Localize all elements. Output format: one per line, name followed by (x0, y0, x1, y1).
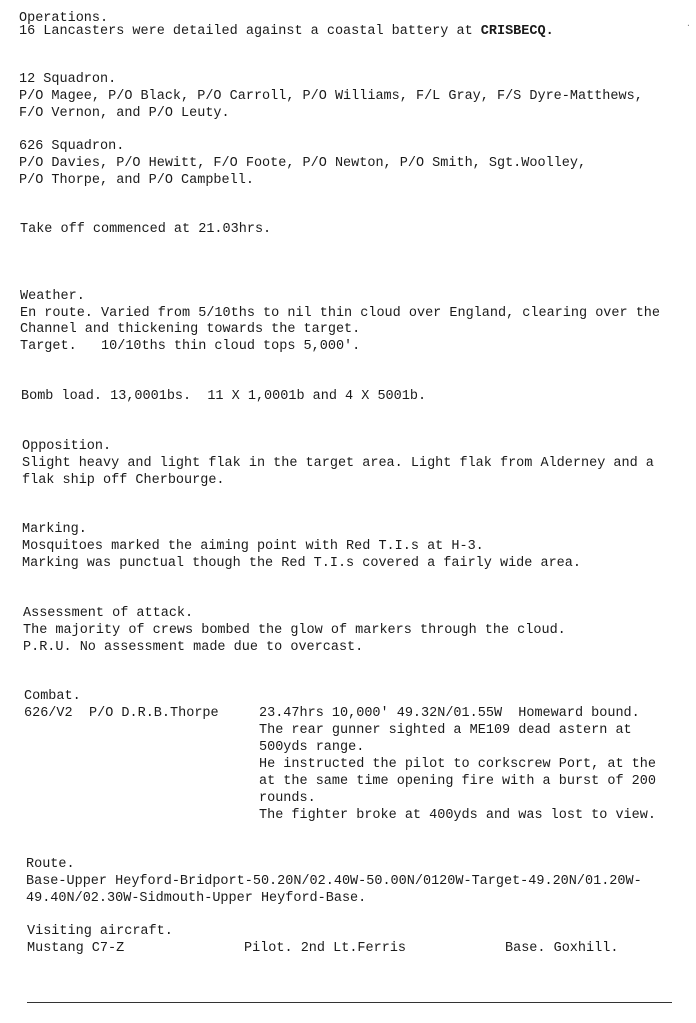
marking-line: Marking was punctual though the Red T.I.s covered a fairly wide area. (22, 556, 581, 571)
combat-report-line: 500yds range. (259, 740, 365, 755)
visiting-heading: Visiting aircraft. (27, 924, 173, 939)
weather-line: Target. 10/10ths thin cloud tops 5,000'. (20, 339, 361, 354)
marking-heading: Marking. (22, 522, 87, 537)
route-line: Base-Upper Heyford-Bridport-50.20N/02.40W-50.00N/0120W-Target-49.20N/01.20W- (26, 874, 642, 889)
corner-mark: . (686, 20, 691, 29)
combat-report-line: The rear gunner sighted a ME109 dead astern at (259, 723, 632, 738)
visiting-pilot: Pilot. 2nd Lt.Ferris (244, 941, 407, 956)
combat-aircraft: 626/V2 (24, 706, 73, 721)
route-heading: Route. (26, 857, 75, 872)
bomb-load-line: Bomb load. 13,0001bs. 11 X 1,0001b and 4 X 5001b. (21, 389, 427, 404)
operations-heading: Operations. (19, 11, 109, 26)
operations-text: 16 Lancasters were detailed against a coastal battery at (19, 24, 481, 39)
squadron-626-crew-line: P/O Thorpe, and P/O Campbell. (19, 173, 254, 188)
combat-heading: Combat. (24, 689, 81, 704)
route-line: 49.40N/02.30W-Sidmouth-Upper Heyford-Base. (26, 891, 367, 906)
combat-report-line: 23.47hrs 10,000' 49.32N/01.55W Homeward bound. (259, 706, 640, 721)
opposition-heading: Opposition. (22, 439, 112, 454)
opposition-line: flak ship off Cherbourge. (22, 473, 225, 488)
squadron-626-crew-line: P/O Davies, P/O Hewitt, F/O Foote, P/O Newton, P/O Smith, Sgt.Woolley, (19, 156, 587, 171)
combat-report-line: He instructed the pilot to corkscrew Port, at the (259, 757, 656, 772)
operations-line (19, 24, 554, 41)
takeoff-line: Take off commenced at 21.03hrs. (20, 222, 272, 237)
weather-heading: Weather. (20, 289, 85, 304)
squadron-12-crew-line: P/O Magee, P/O Black, P/O Carroll, P/O Williams, F/L Gray, F/S Dyre-Matthews, (19, 89, 643, 104)
operations-target: CRISBECQ. (480, 24, 554, 39)
squadron-626-heading: 626 Squadron. (19, 139, 125, 154)
assessment-heading: Assessment of attack. (23, 606, 194, 621)
weather-line: En route. Varied from 5/10ths to nil thin cloud over England, clearing over the (20, 306, 661, 321)
assessment-line: The majority of crews bombed the glow of markers through the cloud. (23, 623, 566, 638)
marking-line: Mosquitoes marked the aiming point with Red T.I.s at H-3. (22, 539, 484, 554)
assessment-line: P.R.U. No assessment made due to overcast. (23, 640, 364, 655)
visiting-base: Base. Goxhill. (505, 941, 619, 956)
combat-report-line: at the same time opening fire with a burst of 200 (259, 774, 656, 789)
squadron-12-crew-line: F/O Vernon, and P/O Leuty. (19, 106, 230, 121)
combat-pilot: P/O D.R.B.Thorpe (89, 706, 219, 721)
bottom-rule (27, 1002, 672, 1003)
squadron-12-heading: 12 Squadron. (19, 72, 117, 87)
combat-report-line: The fighter broke at 400yds and was lost to view. (259, 808, 656, 823)
combat-report-line: rounds. (259, 791, 316, 806)
opposition-line: Slight heavy and light flak in the target area. Light flak from Alderney and a (22, 456, 654, 471)
visiting-aircraft: Mustang C7-Z (27, 941, 125, 956)
weather-line: Channel and thickening towards the target. (20, 322, 361, 337)
